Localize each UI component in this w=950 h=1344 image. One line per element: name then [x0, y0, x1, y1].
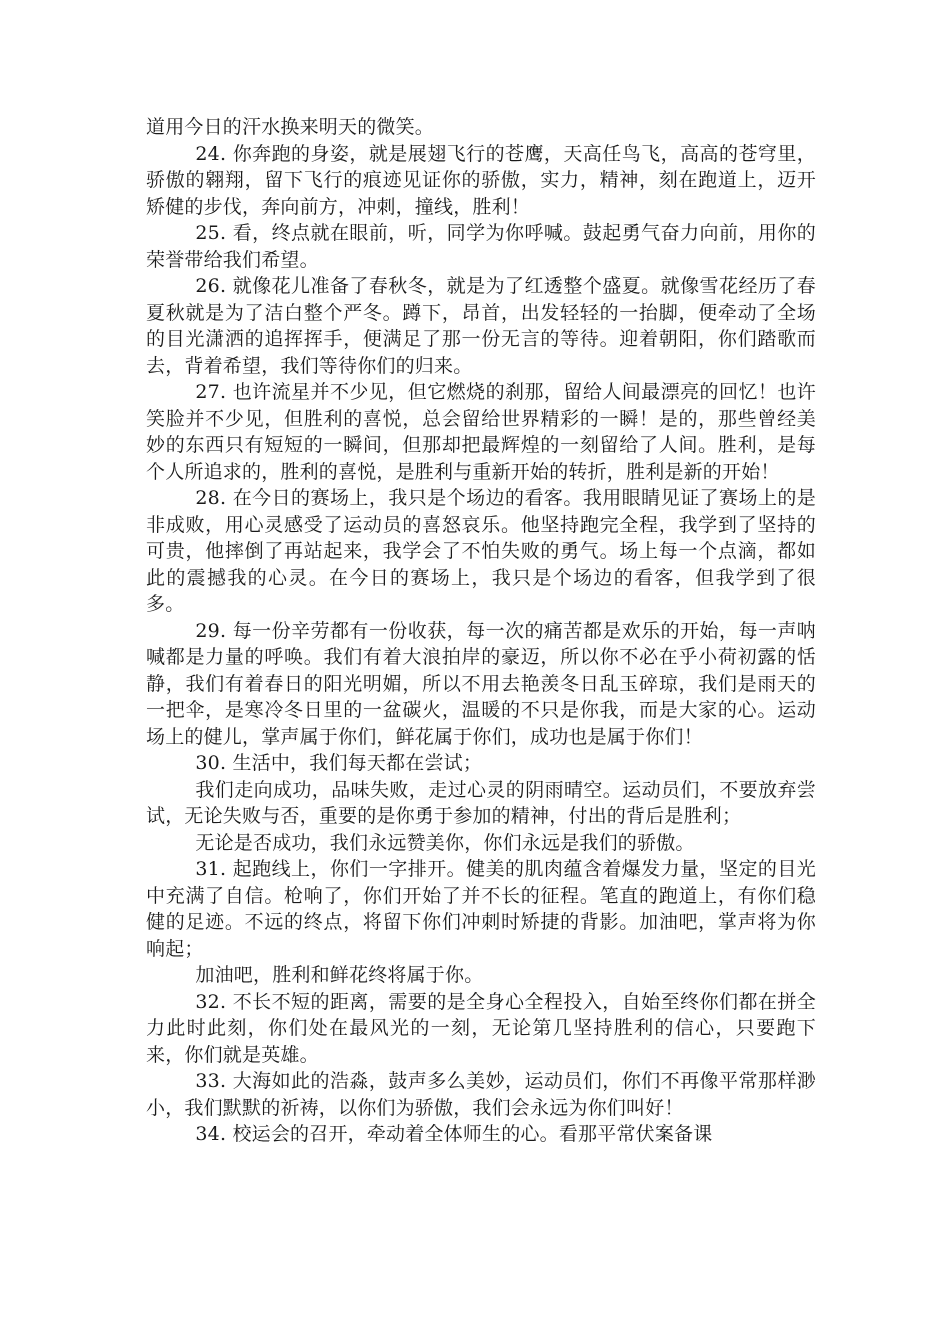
- paragraph-continuation: 道用今日的汗水换来明天的微笑。: [146, 116, 435, 138]
- paragraph-28: 28. 在今日的赛场上，我只是个场边的看客。我用眼睛见证了赛场上的是非成败，用心灵感受了运动员的喜怒哀乐。他坚持跑完全程，我学到了坚持的可贵，他摔倒了再站起来，我学会了不怕失败的勇气。场上每一个点滴，都如此的震撼我的心灵。在今日的赛场上，我只是个场边的看客，但我学到了很多。: [146, 487, 816, 615]
- paragraph-34: 34. 校运会的召开，牵动着全体师生的心。看那平常伏案备课: [195, 1123, 713, 1145]
- paragraph-26: 26. 就像花儿准备了春秋冬，就是为了红透整个盛夏。就像雪花经历了春夏秋就是为了洁白整个严冬。蹲下，昂首，出发轻轻的一抬脚，便牵动了全场的目光潇洒的追挥挥手，便满足了那一份无言的等待。迎着朝阳，你们踏歌而去，背着希望，我们等待你们的归来。: [146, 275, 816, 377]
- paragraph-31: 31. 起跑线上，你们一字排开。健美的肌肉蕴含着爆发力量，坚定的目光中充满了自信。枪响了，你们开始了并不长的征程。笔直的跑道上，有你们稳健的足迹。不远的终点，将留下你们冲刺时矫捷的背影。加油吧，掌声将为你响起；: [146, 858, 816, 960]
- paragraph-33: 33. 大海如此的浩淼，鼓声多么美妙，运动员们，你们不再像平常那样渺小，我们默默的祈祷，以你们为骄傲，我们会永远为你们叫好！: [146, 1070, 816, 1119]
- paragraph-25: 25. 看，终点就在眼前，听，同学为你呼喊。鼓起勇气奋力向前，用你的荣誉带给我们希望。: [146, 222, 816, 271]
- paragraph-30-part-3: 无论是否成功，我们永远赞美你，你们永远是我们的骄傲。: [195, 831, 695, 854]
- paragraph-32: 32. 不长不短的距离，需要的是全身心全程投入，自始至终你们都在拼全力此时此刻，你们处在最风光的一刻，无论第几坚持胜利的信心，只要跑下来，你们就是英雄。: [146, 990, 816, 1066]
- paragraph-31-part-2: 加油吧，胜利和鲜花终将属于你。: [195, 964, 484, 986]
- paragraph-30: 30. 生活中，我们每天都在尝试；: [195, 752, 483, 774]
- paragraph-24: 24. 你奔跑的身姿，就是展翅飞行的苍鹰，天高任鸟飞，高高的苍穹里，骄傲的翱翔，留下飞行的痕迹见证你的骄傲，实力，精神，刻在跑道上，迈开矫健的步伐，奔向前方，冲刺，撞线，胜利！: [146, 142, 816, 218]
- paragraph-27: 27. 也许流星并不少见，但它燃烧的刹那，留给人间最漂亮的回忆！也许笑脸并不少见，但胜利的喜悦，总会留给世界精彩的一瞬！是的，那些曾经美妙的东西只有短短的一瞬间，但那却把最辉煌的一刻留给了人间。胜利，是每个人所追求的，胜利的喜悦，是胜利与重新开始的转折，胜利是新的开始！: [146, 381, 816, 483]
- document-body: [146, 114, 816, 1148]
- paragraph-29: 29. 每一份辛劳都有一份收获，每一次的痛苦都是欢乐的开始，每一声呐喊都是力量的呼唤。我们有着大浪拍岸的豪迈，所以你不必在乎小荷初露的恬静，我们有着春日的阳光明媚，所以不用去艳羡冬日乱玉碎琼，我们是雨天的一把伞，是寒冷冬日里的一盆碳火，温暖的不只是你我，而是大家的心。运动场上的健儿，掌声属于你们，鲜花属于你们，成功也是属于你们！: [146, 619, 816, 748]
- paragraph-30-part-2: 我们走向成功，品味失败，走过心灵的阴雨晴空。运动员们，不要放弃尝试，无论失败与否，重要的是你勇于参加的精神，付出的背后是胜利；: [146, 778, 816, 827]
